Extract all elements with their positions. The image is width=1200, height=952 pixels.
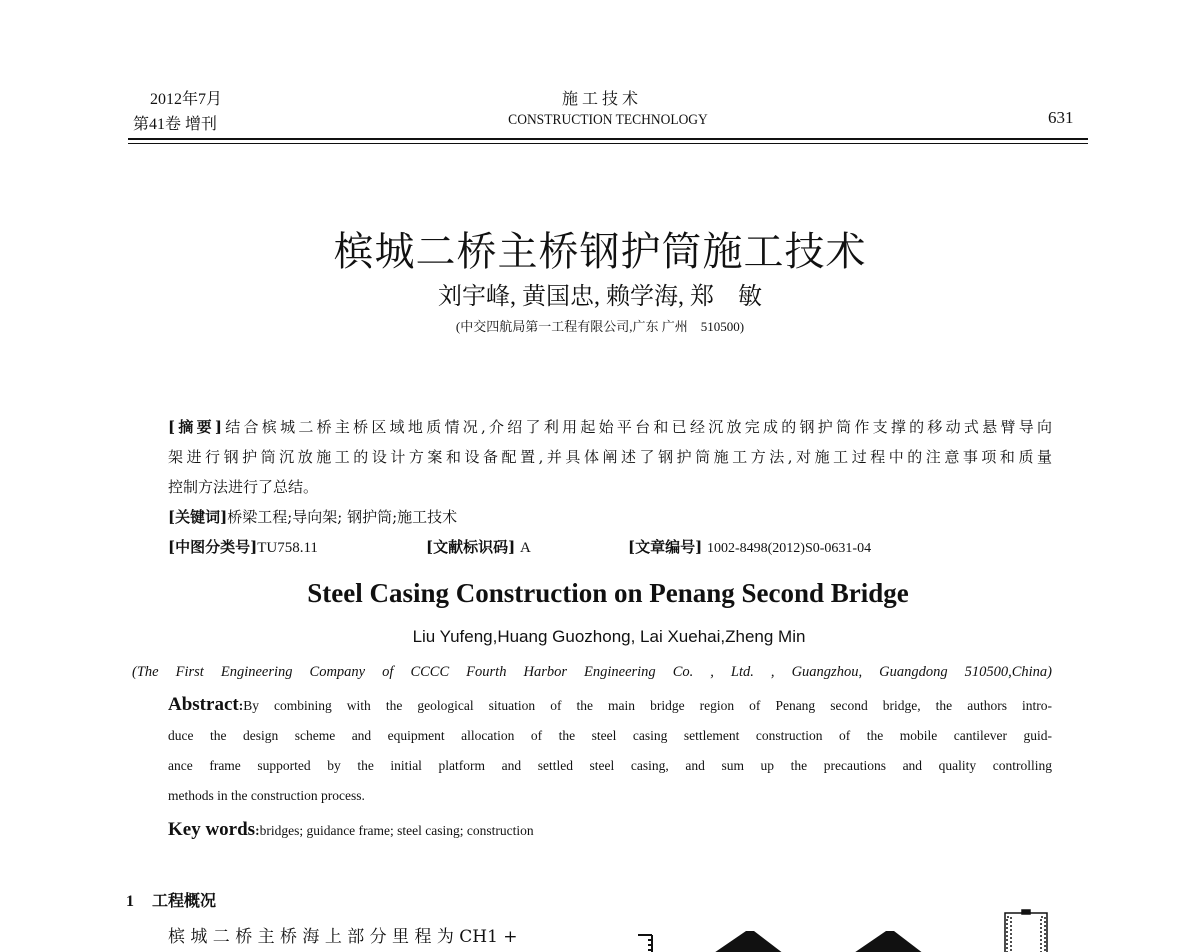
abstract-en-label: Abstract [168,694,239,715]
abstract-en-line: ance frame supported by the initial platform and settled steel casing, and sum up the precautions and quality controlling [168,758,1052,773]
affiliation-en: (The First Engineering Company of CCCC Fourth Harbor Engineering Co. , Ltd. , Guangzhou, Guangdong 510500,China) [132,664,1052,680]
affiliation-cn: (中交四航局第一工程有限公司,广东 广州 510500) [455,319,745,334]
pylon-left [708,931,788,952]
abstract-cn-label: [摘要] [168,418,222,436]
classification-row: [中图分类号]TU758.11 [文献标识码] A [文章编号] 1002-8498(2012)S0-0631-04 [168,538,872,556]
abstract-en-line: duce the design scheme and equipment allocation of the steel casing settlement construction of the mobile cantilever guid- [168,728,1052,743]
section-body-line: 槟 城 二 桥 主 桥 海 上 部 分 里 程 为 CH1 + [168,927,518,947]
abstract-en-line: methods in the construction process. [168,788,365,803]
authors-cn: 刘宇峰, 黄国忠, 赖学海, 郑 敏 [438,284,762,310]
figure-bridge-diagram [620,895,1080,952]
abstract-cn [168,412,1052,562]
keywords-cn: [关键词]桥梁工程;导向架; 钢护筒;施工技术 [168,508,458,526]
header-date: 2012年7月 [150,91,223,108]
pylon-right [848,931,928,952]
paper-title-cn: 槟城二桥主桥钢护筒施工技术 [333,229,867,274]
paper-title-en: Steel Casing Construction on Penang Second Bridge [307,578,909,608]
abstract-cn-line: 控制方法进行了总结。 [168,478,319,496]
page-number: 631 [1048,108,1074,127]
section-heading: 1 工程概况 [126,891,217,910]
keywords-en: Key words:bridges; guidance frame; steel casing; construction [168,819,534,840]
casing-frame [1005,910,1047,952]
abstract-en [168,690,1052,846]
header-rule-top [128,138,1088,140]
header-volume: 第41卷 增刊 [133,116,218,133]
abstract-cn-line: [摘要]结合槟城二桥主桥区域地质情况,介绍了利用起始平台和已经沉放完成的钢护筒作支撑的移动式悬臂导向 [168,418,1052,436]
header-rule-bottom [128,143,1088,144]
journal-name-en: CONSTRUCTION TECHNOLOGY [508,112,708,128]
scale-bar [638,935,652,952]
abstract-cn-line: 架进行钢护筒沉放施工的设计方案和设备配置,并具体阐述了钢护筒施工方法,对施工过程中的注意事项和质量 [168,448,1052,466]
journal-name-cn: 施 工 技 术 [561,91,638,108]
authors-en: Liu Yufeng,Huang Guozhong, Lai Xuehai,Zheng Min [412,627,806,646]
abstract-en-line: Abstract:By combining with the geological situation of the main bridge region of Penang second bridge, the authors intro- [168,694,1052,715]
